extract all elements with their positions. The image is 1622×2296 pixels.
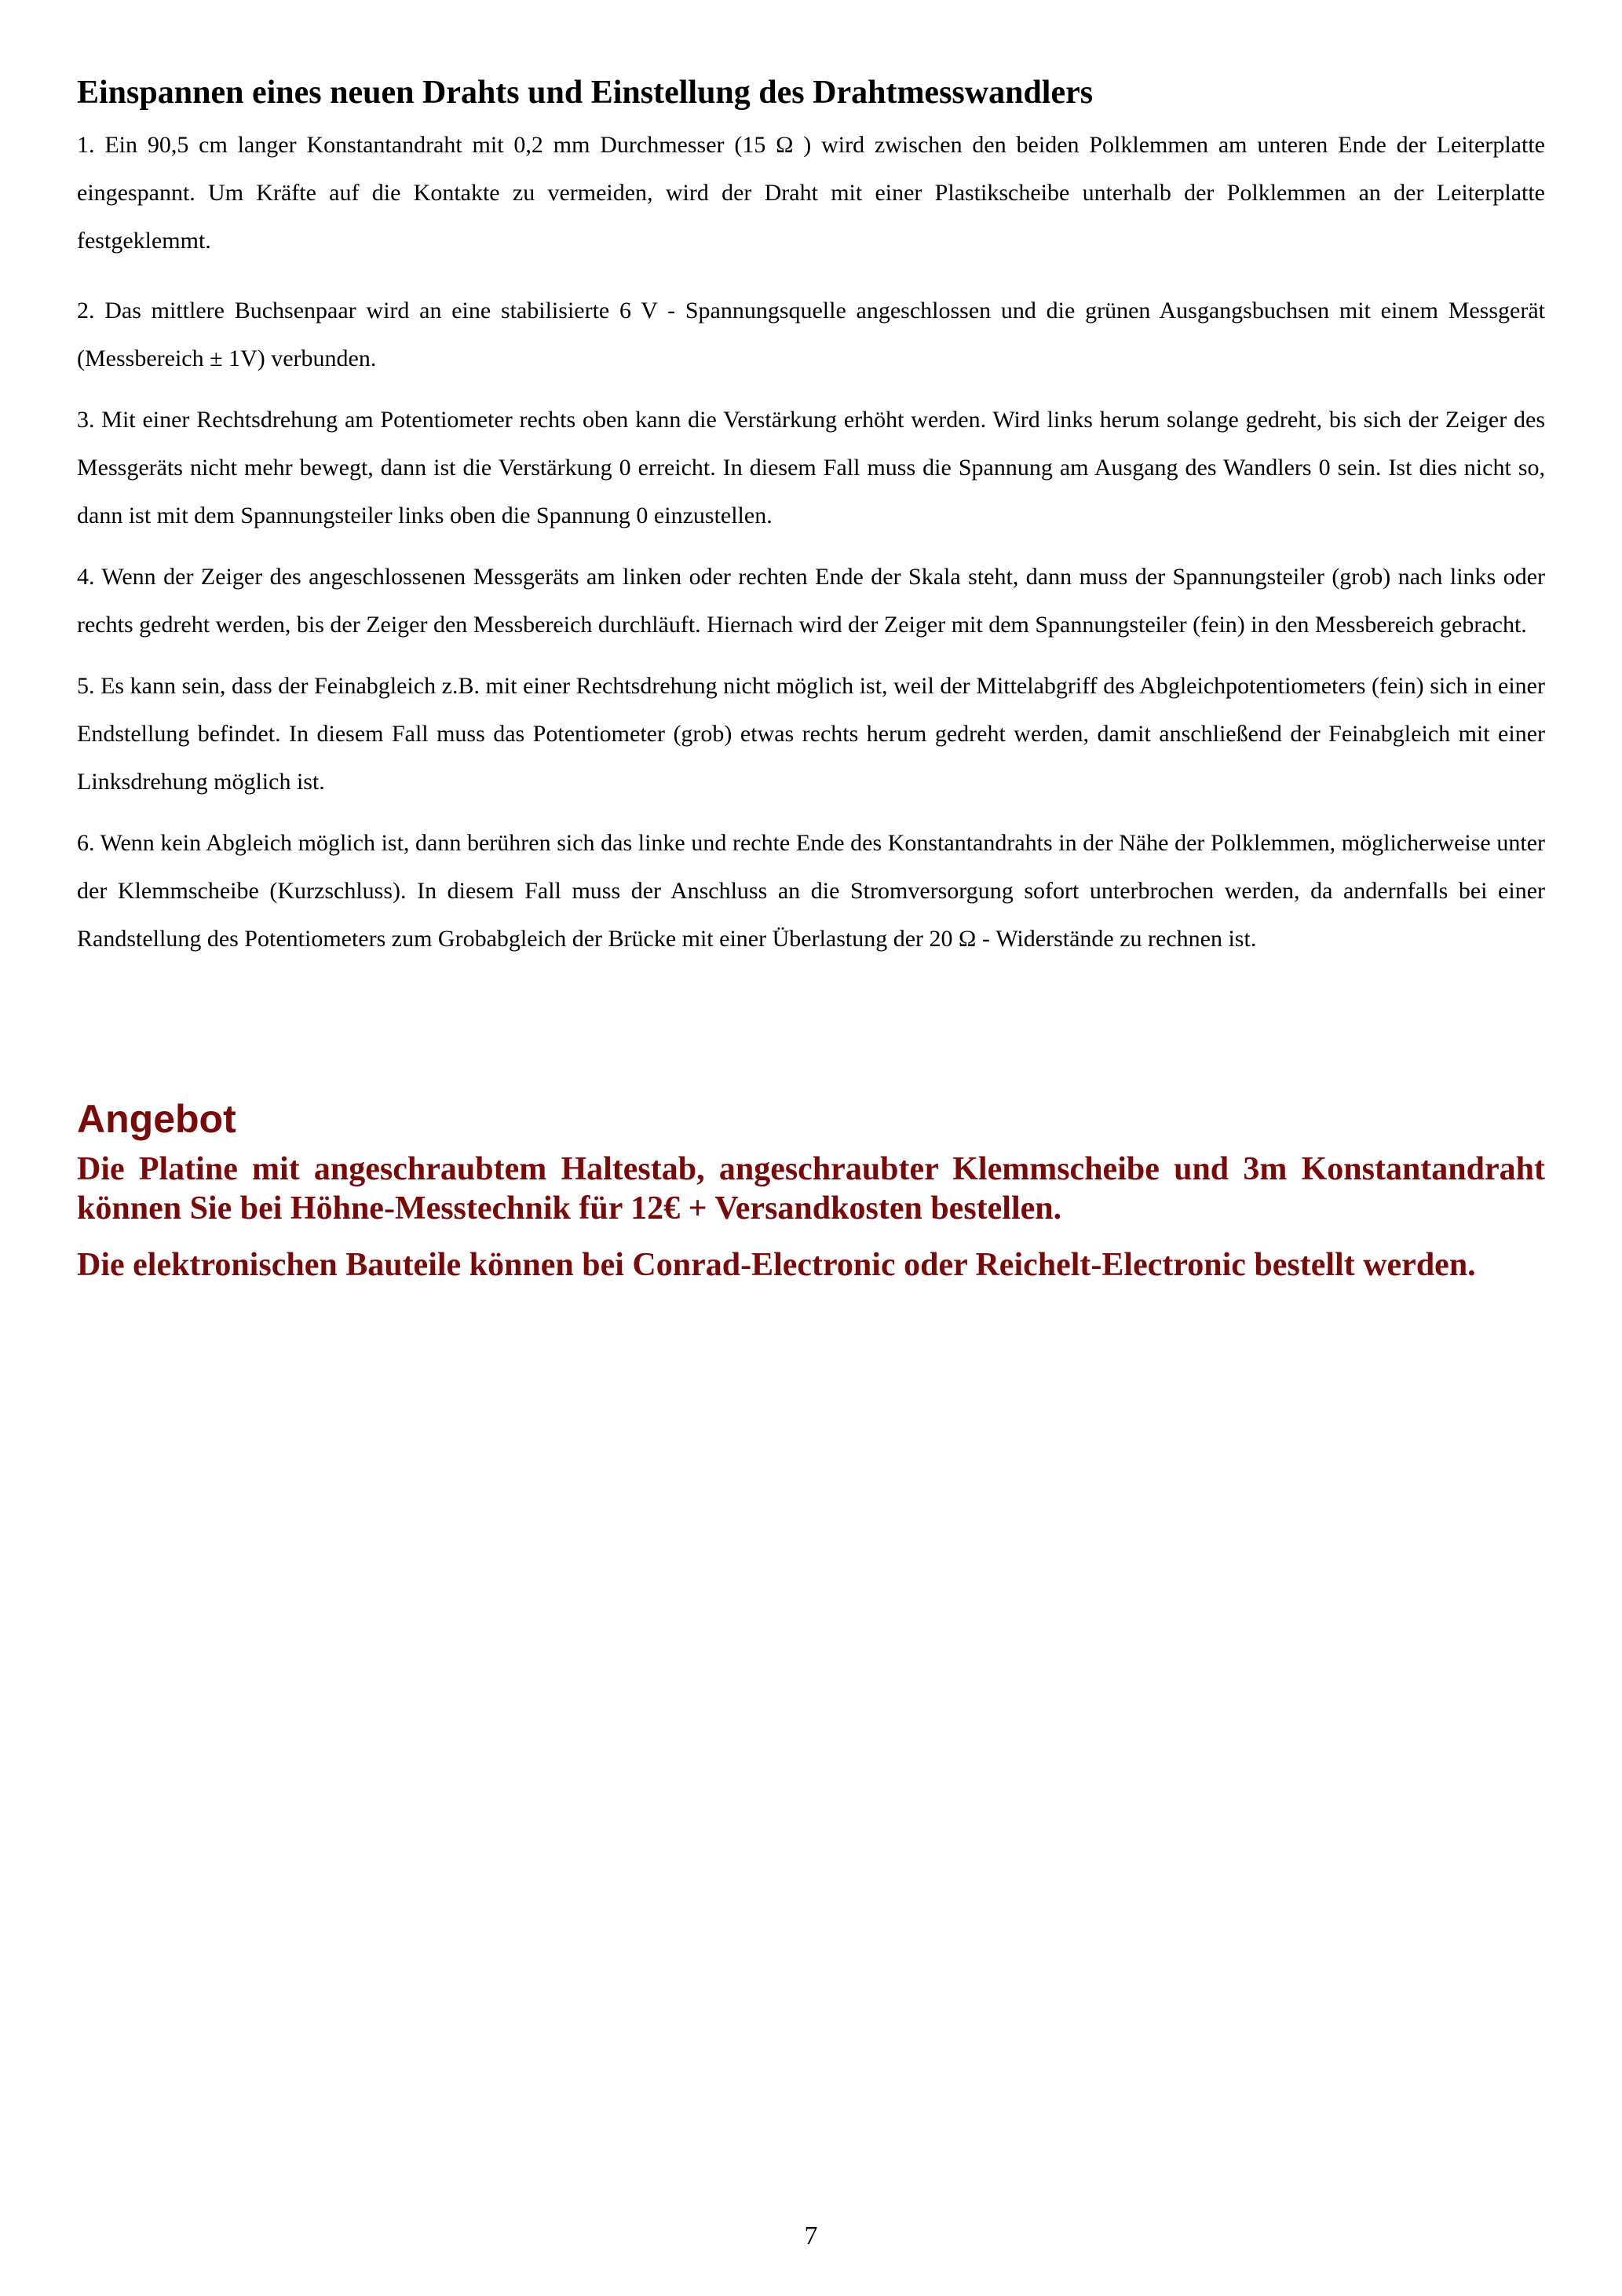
paragraph-6: 6. Wenn kein Abgleich möglich ist, dann berühren sich das linke und rechte Ende des Konstantandrahts in der Nähe der Polklemmen, möglicherweise unter der Klemmscheibe (Kurzschluss). In diesem Fall muss der Anschluss an die Stromversorgung sofort unterbrochen werden, da andernfalls bei einer Randstellung des Potentiometers zum Grobabgleich der Brücke mit einer Überlastung der 20 Ω - Widerstände zu rechnen ist. xyxy=(77,830,1545,952)
page-number: 7 xyxy=(804,2221,818,2250)
paragraph-2: 2. Das mittlere Buchsenpaar wird an eine stabilisierte 6 V - Spannungsquelle angeschlossen und die grünen Ausgangsbuchsen mit einem Messgerät (Messbereich ± 1V) verbunden. xyxy=(77,298,1545,371)
offer-text-2: Die elektronischen Bauteile können bei Conrad-Electronic oder Reichelt-Electronic bestellt werden. xyxy=(77,1247,1476,1283)
paragraph-4: 4. Wenn der Zeiger des angeschlossenen Messgeräts am linken oder rechten Ende der Skala steht, dann muss der Spannungsteiler (grob) nach links oder rechts gedreht werden, bis der Zeiger den Messbereich durchläuft. Hiernach wird der Zeiger mit dem Spannungsteiler (fein) in den Messbereich gebracht. xyxy=(77,564,1545,638)
document-page xyxy=(77,71,1545,1302)
section-heading: Einspannen eines neuen Drahts und Einstellung des Drahtmesswandlers xyxy=(77,75,1094,111)
offer-title: Angebot xyxy=(77,1097,236,1141)
offer-text-1: Die Platine mit angeschraubtem Haltestab, angeschraubter Klemmscheibe und 3m Konstantandraht können Sie bei Höhne-Messtechnik für 12€ + Versandkosten bestellen. xyxy=(77,1151,1545,1227)
paragraph-3: 3. Mit einer Rechtsdrehung am Potentiometer rechts oben kann die Verstärkung erhöht werden. Wird links herum solange gedreht, bis sich der Zeiger des Messgeräts nicht mehr bewegt, dann ist die Verstärkung 0 erreicht. In diesem Fall muss die Spannung am Ausgang des Wandlers 0 sein. Ist dies nicht so, dann ist mit dem Spannungsteiler links oben die Spannung 0 einzustellen. xyxy=(77,407,1545,528)
paragraph-5: 5. Es kann sein, dass der Feinabgleich z.B. mit einer Rechtsdrehung nicht möglich ist, weil der Mittelabgriff des Abgleichpotentiometers (fein) sich in einer Endstellung befindet. In diesem Fall muss das Potentiometer (grob) etwas rechts herum gedreht werden, damit anschließend der Feinabgleich mit einer Linksdrehung möglich ist. xyxy=(77,673,1545,795)
paragraph-1: 1. Ein 90,5 cm langer Konstantandraht mit 0,2 mm Durchmesser (15 Ω ) wird zwischen den beiden Polklemmen am unteren Ende der Leiterplatte eingespannt. Um Kräfte auf die Kontakte zu vermeiden, wird der Draht mit einer Plastikscheibe unterhalb der Polklemmen an der Leiterplatte festgeklemmt. xyxy=(77,132,1545,254)
